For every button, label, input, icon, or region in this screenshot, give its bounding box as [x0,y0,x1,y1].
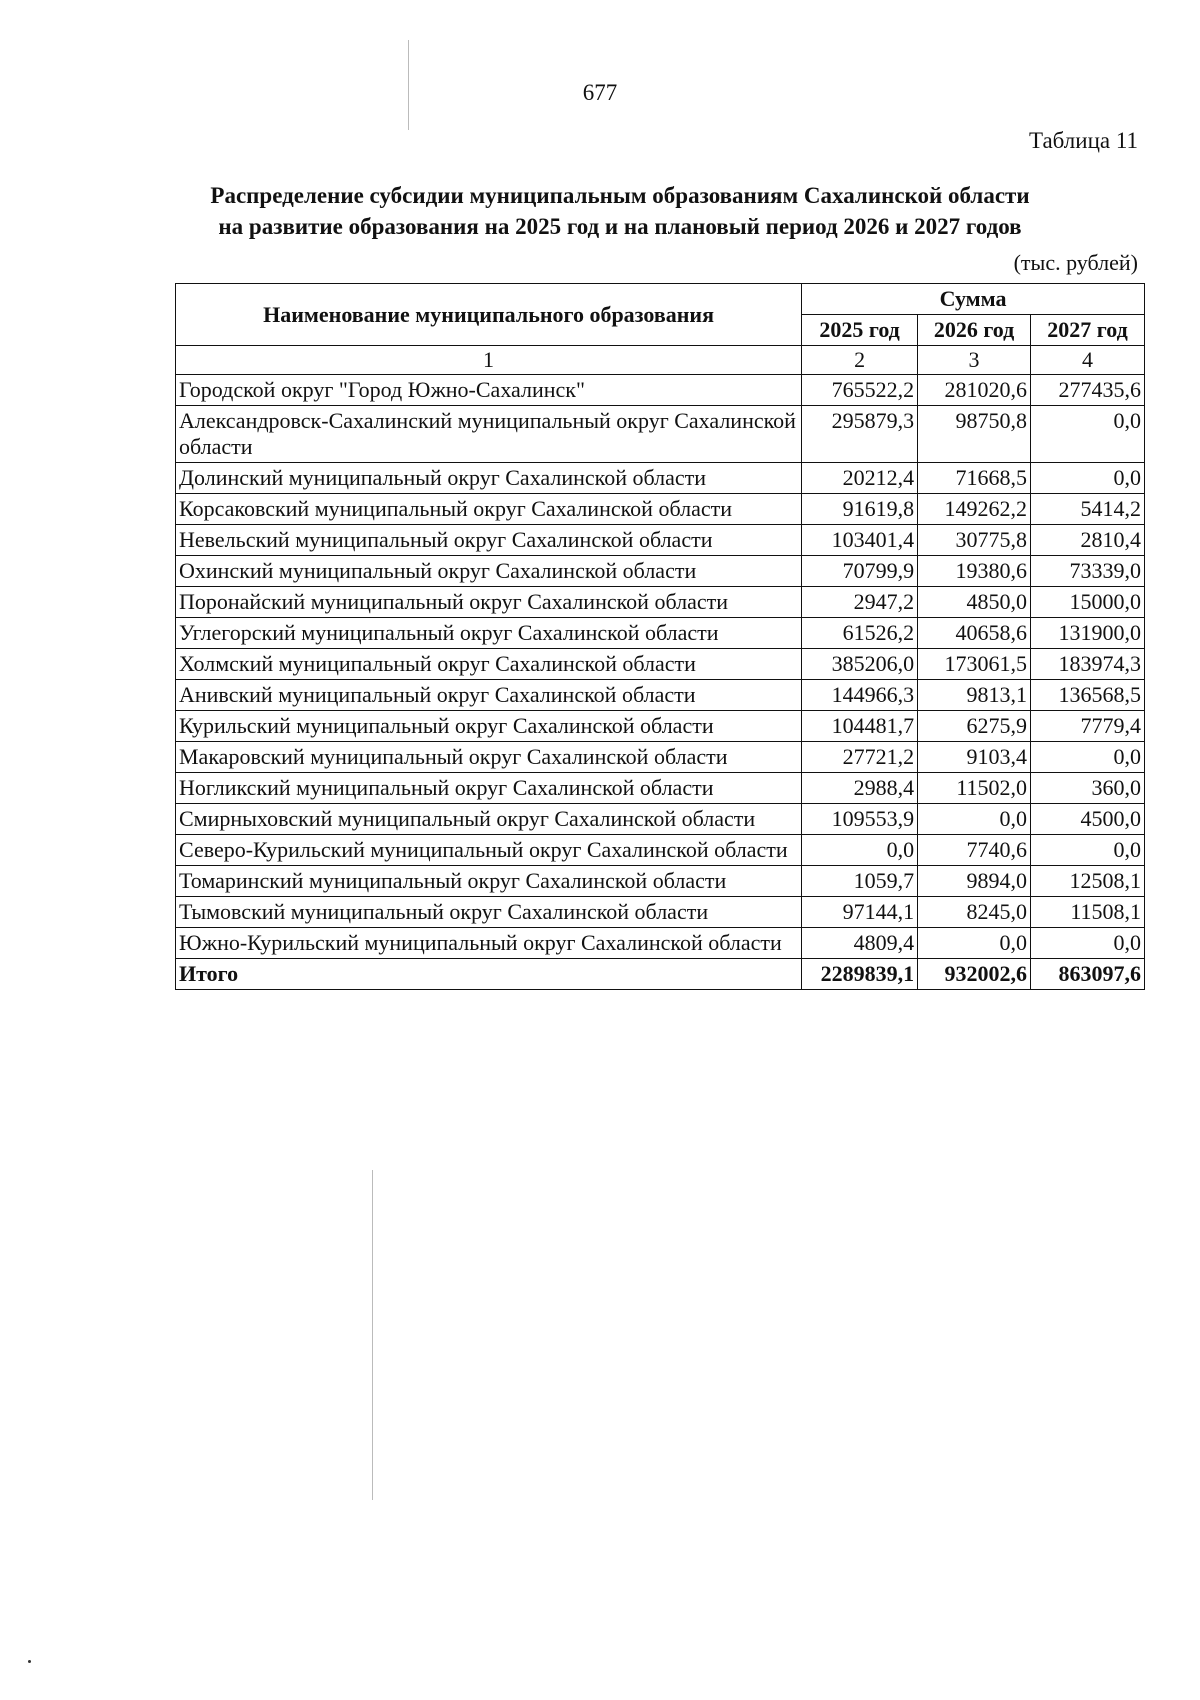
value-2026-cell: 149262,2 [918,494,1031,525]
municipality-name-cell: Городской округ "Город Южно-Сахалинск" [176,375,802,406]
municipality-name-cell: Северо-Курильский муниципальный округ Сахалинской области [176,835,802,866]
value-2026-cell: 4850,0 [918,587,1031,618]
header-municipality-name: Наименование муниципального образования [176,284,802,346]
value-2025-cell: 2289839,1 [802,959,918,990]
value-2027-cell: 0,0 [1031,742,1145,773]
value-2025-cell: 91619,8 [802,494,918,525]
table-row [176,680,1145,711]
table-row [176,618,1145,649]
municipality-name-cell: Поронайский муниципальный округ Сахалинской области [176,587,802,618]
value-2027-cell: 360,0 [1031,773,1145,804]
value-2025-cell: 765522,2 [802,375,918,406]
municipality-name-cell: Макаровский муниципальный округ Сахалинской области [176,742,802,773]
value-2025-cell: 144966,3 [802,680,918,711]
value-2027-cell: 12508,1 [1031,866,1145,897]
subsidy-table [175,283,1145,990]
scan-dot [28,1660,31,1663]
column-number: 4 [1031,346,1145,375]
value-2026-cell: 19380,6 [918,556,1031,587]
units-label: (тыс. рублей) [1013,250,1138,275]
value-2027-cell: 277435,6 [1031,375,1145,406]
value-2027-cell: 73339,0 [1031,556,1145,587]
table-row [176,649,1145,680]
value-2026-cell: 8245,0 [918,897,1031,928]
table-row [176,835,1145,866]
municipality-name-cell: Долинский муниципальный округ Сахалинской области [176,463,802,494]
value-2026-cell: 0,0 [918,804,1031,835]
value-2025-cell: 27721,2 [802,742,918,773]
value-2026-cell: 9894,0 [918,866,1031,897]
value-2026-cell: 281020,6 [918,375,1031,406]
value-2026-cell: 7740,6 [918,835,1031,866]
table-row [176,928,1145,959]
title-line-2: на развитие образования на 2025 год и на плановый период 2026 и 2027 годов [218,214,1022,239]
table-body [176,375,1145,990]
municipality-name-cell: Курильский муниципальный округ Сахалинской области [176,711,802,742]
municipality-name-cell: Холмский муниципальный округ Сахалинской области [176,649,802,680]
value-2027-cell: 15000,0 [1031,587,1145,618]
municipality-name-cell: Александровск-Сахалинский муниципальный округ Сахалинской области [176,406,802,463]
header-year-2026: 2026 год [918,315,1031,346]
table-row [176,773,1145,804]
value-2025-cell: 70799,9 [802,556,918,587]
municipality-name-cell: Южно-Курильский муниципальный округ Сахалинской области [176,928,802,959]
column-number-row [176,346,1145,375]
value-2026-cell: 932002,6 [918,959,1031,990]
table-row [176,556,1145,587]
value-2025-cell: 20212,4 [802,463,918,494]
value-2025-cell: 2988,4 [802,773,918,804]
municipality-name-cell: Тымовский муниципальный округ Сахалинской области [176,897,802,928]
table-row [176,406,1145,463]
document-title [150,180,1090,242]
municipality-name-cell: Невельский муниципальный округ Сахалинской области [176,525,802,556]
table-row [176,375,1145,406]
value-2027-cell: 0,0 [1031,406,1145,463]
value-2025-cell: 1059,7 [802,866,918,897]
value-2026-cell: 173061,5 [918,649,1031,680]
scan-artifact [372,1170,373,1500]
value-2026-cell: 11502,0 [918,773,1031,804]
table-row [176,804,1145,835]
value-2026-cell: 0,0 [918,928,1031,959]
table-label: Таблица 11 [1028,128,1138,153]
scan-artifact [408,40,409,130]
value-2027-cell: 0,0 [1031,835,1145,866]
header-year-2025: 2025 год [802,315,918,346]
municipality-name-cell: Корсаковский муниципальный округ Сахалинской области [176,494,802,525]
total-row [176,959,1145,990]
municipality-name-cell: Углегорский муниципальный округ Сахалинской области [176,618,802,649]
value-2027-cell: 863097,6 [1031,959,1145,990]
page-number: 677 [582,80,618,105]
value-2025-cell: 295879,3 [802,406,918,463]
value-2025-cell: 385206,0 [802,649,918,680]
value-2027-cell: 5414,2 [1031,494,1145,525]
value-2027-cell: 183974,3 [1031,649,1145,680]
value-2026-cell: 71668,5 [918,463,1031,494]
value-2027-cell: 0,0 [1031,463,1145,494]
value-2026-cell: 30775,8 [918,525,1031,556]
column-number: 2 [802,346,918,375]
municipality-name-cell: Охинский муниципальный округ Сахалинской области [176,556,802,587]
municipality-name-cell: Смирныховский муниципальный округ Сахалинской области [176,804,802,835]
municipality-name-cell: Итого [176,959,802,990]
table-row [176,742,1145,773]
value-2027-cell: 0,0 [1031,928,1145,959]
value-2027-cell: 11508,1 [1031,897,1145,928]
table-row [176,494,1145,525]
value-2027-cell: 4500,0 [1031,804,1145,835]
municipality-name-cell: Анивский муниципальный округ Сахалинской области [176,680,802,711]
value-2025-cell: 103401,4 [802,525,918,556]
column-number: 3 [918,346,1031,375]
column-number: 1 [176,346,802,375]
value-2027-cell: 7779,4 [1031,711,1145,742]
value-2027-cell: 131900,0 [1031,618,1145,649]
municipality-name-cell: Ногликский муниципальный округ Сахалинской области [176,773,802,804]
table-row [176,525,1145,556]
value-2027-cell: 2810,4 [1031,525,1145,556]
value-2026-cell: 98750,8 [918,406,1031,463]
value-2025-cell: 0,0 [802,835,918,866]
value-2026-cell: 40658,6 [918,618,1031,649]
value-2025-cell: 97144,1 [802,897,918,928]
table-row [176,463,1145,494]
value-2026-cell: 9813,1 [918,680,1031,711]
value-2025-cell: 4809,4 [802,928,918,959]
municipality-name-cell: Томаринский муниципальный округ Сахалинской области [176,866,802,897]
value-2025-cell: 2947,2 [802,587,918,618]
table-row [176,587,1145,618]
title-line-1: Распределение субсидии муниципальным образованиям Сахалинской области [210,183,1030,208]
table-row [176,866,1145,897]
header-sum: Сумма [802,284,1145,315]
header-year-2027: 2027 год [1031,315,1145,346]
table-row [176,897,1145,928]
value-2026-cell: 9103,4 [918,742,1031,773]
value-2025-cell: 109553,9 [802,804,918,835]
value-2025-cell: 61526,2 [802,618,918,649]
value-2025-cell: 104481,7 [802,711,918,742]
value-2026-cell: 6275,9 [918,711,1031,742]
table-row [176,711,1145,742]
value-2027-cell: 136568,5 [1031,680,1145,711]
